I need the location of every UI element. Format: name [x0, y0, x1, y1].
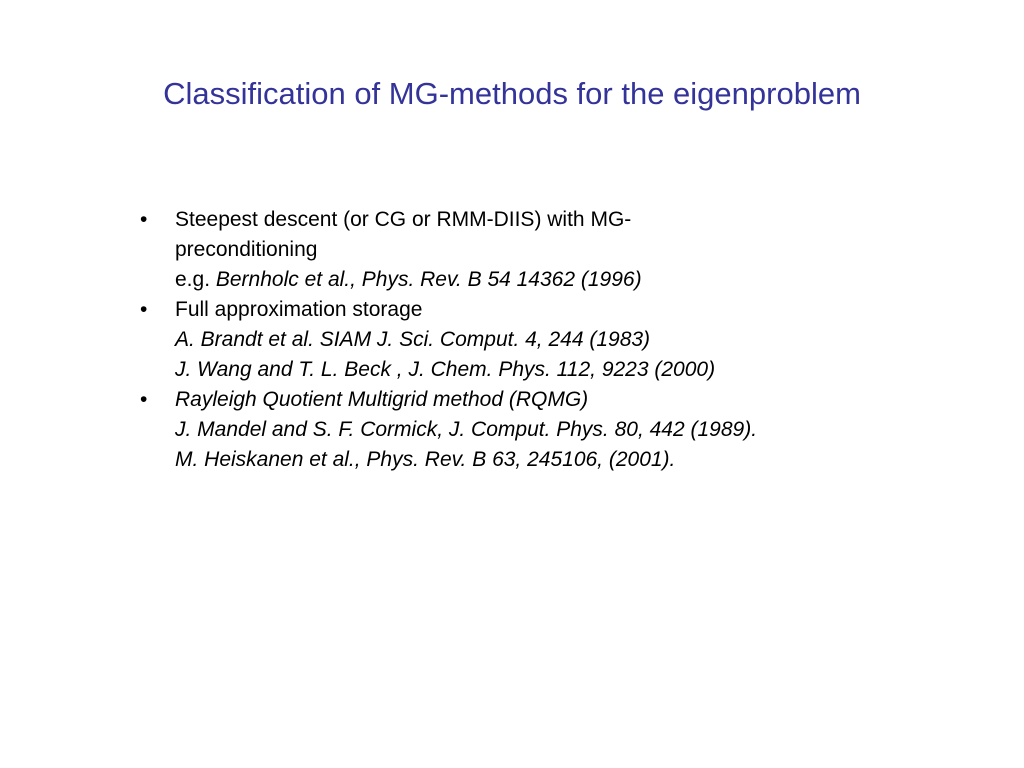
bullet-list — [138, 205, 898, 475]
slide-title: Classification of MG-methods for the eigenproblem — [163, 76, 861, 111]
bullet-item-full-approximation-storage — [138, 295, 898, 385]
reference-citation: M. Heiskanen et al., Phys. Rev. B 63, 245106, (2001). — [175, 448, 676, 471]
reference-prefix: e.g. — [175, 268, 216, 291]
reference-line — [175, 265, 898, 295]
reference-citation: J. Wang and T. L. Beck , J. Chem. Phys. 112, 9223 (2000) — [175, 358, 716, 381]
reference-citation: A. Brandt et al. SIAM J. Sci. Comput. 4, 244 (1983) — [175, 328, 651, 351]
bullet-text-line: Rayleigh Quotient Multigrid method (RQMG) — [175, 388, 589, 411]
bullet-item-steepest-descent — [138, 205, 898, 295]
reference-citation: J. Mandel and S. F. Cormick, J. Comput. Phys. 80, 442 (1989). — [175, 418, 758, 441]
bullet-item-rqmg — [138, 385, 898, 475]
bullet-text-line: preconditioning — [175, 238, 318, 261]
bullet-marker: • — [140, 388, 148, 411]
bullet-marker: • — [140, 298, 148, 321]
reference-citation: Bernholc et al., Phys. Rev. B 54 14362 (1996) — [215, 268, 642, 291]
bullet-text-line: Full approximation storage — [175, 298, 423, 321]
bullet-text-line: Steepest descent (or CG or RMM-DIIS) with MG- — [175, 208, 632, 231]
bullet-marker: • — [140, 208, 148, 231]
